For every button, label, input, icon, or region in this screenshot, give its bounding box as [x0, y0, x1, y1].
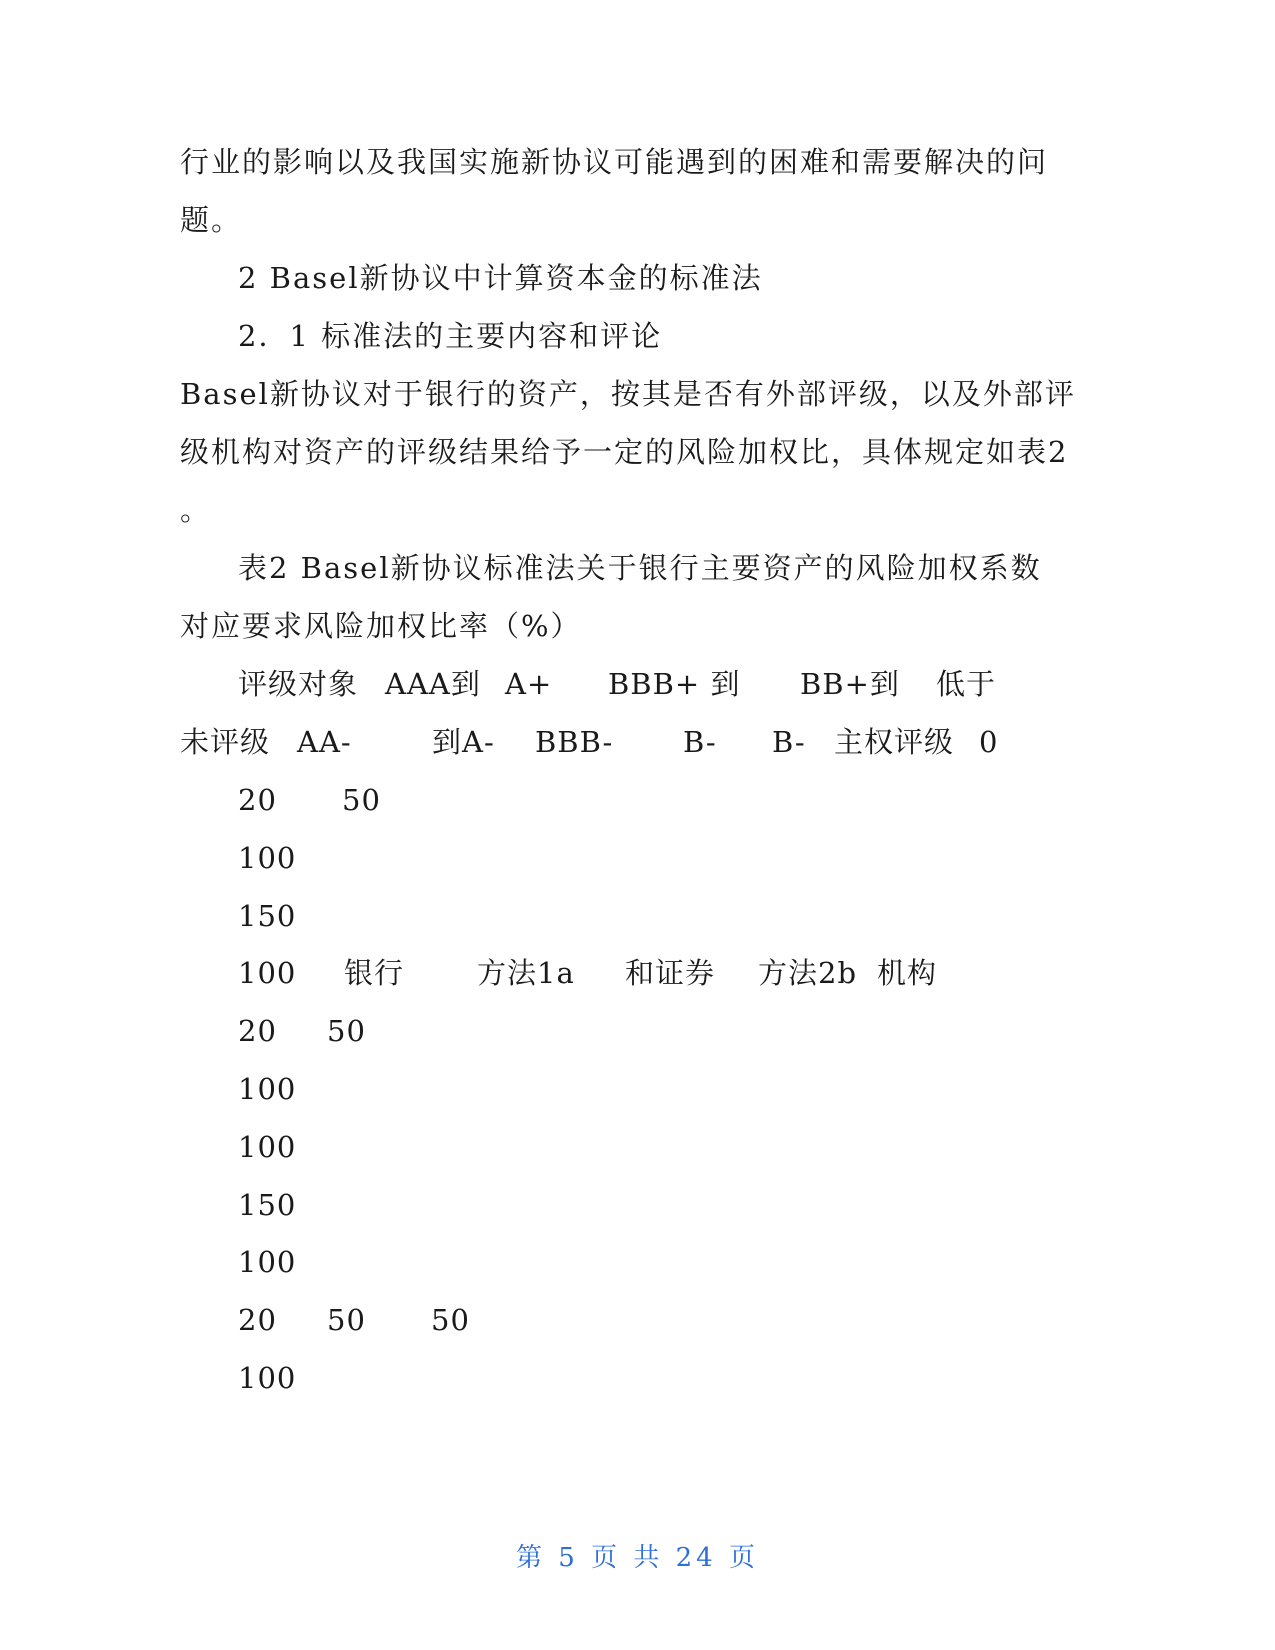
table-cell: 评级对象 — [238, 667, 359, 701]
table-cell: 100 — [238, 1361, 297, 1395]
table-cell: AAA到 — [385, 667, 481, 701]
paragraph-line: 。 — [180, 493, 212, 527]
table-cell: 0 — [979, 725, 999, 759]
table-cell: 150 — [238, 899, 297, 933]
table-cell: 20 — [238, 1303, 277, 1337]
table-caption: 表2 Basel新协议标准法关于银行主要资产的风险加权系数 — [238, 551, 1042, 585]
paragraph-line: 题。 — [180, 203, 243, 237]
table-cell: 100 — [238, 956, 297, 990]
table-cell: BBB+ 到 — [608, 667, 741, 701]
paragraph-line: 级机构对资产的评级结果给予一定的风险加权比，具体规定如表2 — [180, 435, 1069, 469]
table-cell: 机构 — [877, 956, 938, 990]
table-cell: 未评级 — [180, 725, 271, 759]
table-cell: 20 — [238, 783, 277, 817]
table-cell: 方法1a — [477, 956, 575, 990]
table-cell: 银行 — [344, 956, 405, 990]
table-cell: 和证券 — [625, 956, 716, 990]
table-cell: 方法2b — [758, 956, 858, 990]
table-cell: 100 — [238, 1072, 297, 1106]
table-cell: 主权评级 — [834, 725, 955, 759]
paragraph-line: 行业的影响以及我国实施新协议可能遇到的困难和需要解决的问 — [180, 145, 1049, 179]
table-cell: 50 — [327, 1014, 366, 1048]
table-cell: 100 — [238, 841, 297, 875]
table-cell: A+ — [505, 667, 553, 701]
table-cell: B- — [683, 725, 717, 759]
table-cell: 100 — [238, 1130, 297, 1164]
page-footer: 第 5 页 共 24 页 — [516, 1543, 759, 1573]
table-cell: 到A- — [432, 725, 495, 759]
table-cell: 50 — [327, 1303, 366, 1337]
paragraph-line: Basel新协议对于银行的资产，按其是否有外部评级，以及外部评 — [180, 377, 1076, 411]
table-caption: 对应要求风险加权比率（%） — [180, 609, 582, 643]
table-cell: 低于 — [936, 667, 997, 701]
table-cell: BB+到 — [800, 667, 900, 701]
table-cell: 20 — [238, 1014, 277, 1048]
table-cell: 50 — [431, 1303, 470, 1337]
table-cell: BBB- — [535, 725, 614, 759]
table-cell: 150 — [238, 1188, 297, 1222]
table-cell: AA- — [297, 725, 352, 759]
table-cell: 100 — [238, 1245, 297, 1279]
table-cell: B- — [772, 725, 806, 759]
section-heading: 2 Basel新协议中计算资本金的标准法 — [238, 261, 763, 295]
subsection-heading: 2．1 标准法的主要内容和评论 — [238, 319, 663, 353]
table-cell: 50 — [342, 783, 381, 817]
